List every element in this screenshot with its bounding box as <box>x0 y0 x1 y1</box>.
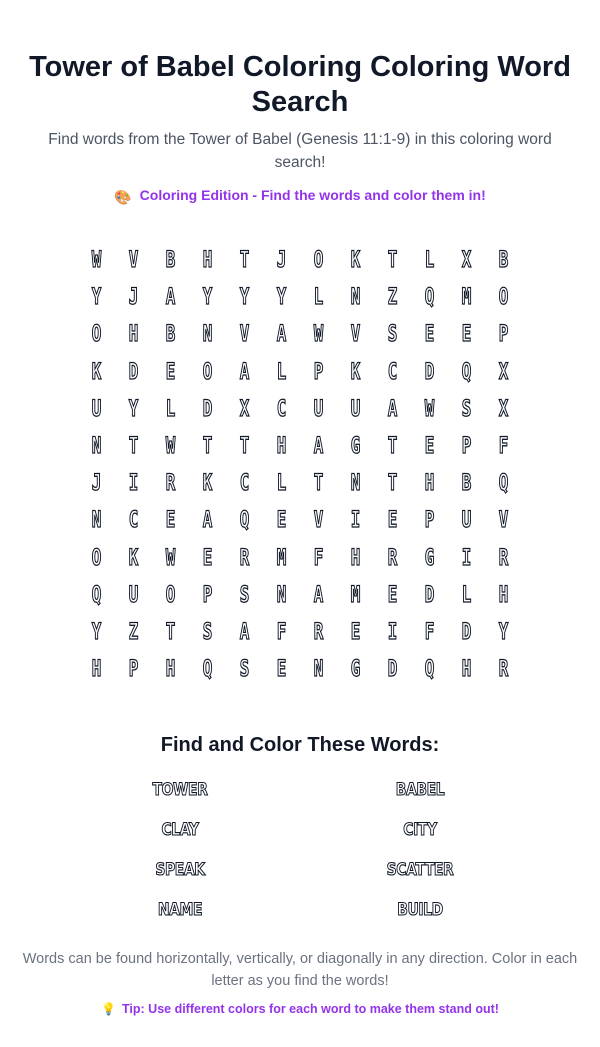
grid-cell[interactable]: F <box>313 545 324 571</box>
word-list-item: BUILD <box>397 900 443 921</box>
grid-cell[interactable]: V <box>313 508 324 534</box>
grid-cell[interactable]: W <box>313 322 324 348</box>
grid-cell[interactable]: E <box>350 619 361 645</box>
page-subtitle: Find words from the Tower of Babel (Genesis 11:1-9) in this coloring word search! <box>48 131 552 171</box>
grid-cell[interactable]: N <box>91 508 102 534</box>
word-list-item: BABEL <box>395 780 445 801</box>
tip-banner <box>0 1002 600 1016</box>
grid-cell[interactable]: R <box>165 471 176 497</box>
grid-cell[interactable]: C <box>276 396 287 422</box>
grid-cell[interactable]: N <box>350 285 361 311</box>
grid-cell[interactable]: J <box>128 285 139 311</box>
grid-cell[interactable]: U <box>91 396 102 422</box>
grid-cell[interactable]: D <box>128 359 139 385</box>
grid-cell[interactable]: Z <box>387 285 398 311</box>
grid-cell[interactable]: S <box>239 582 250 608</box>
word-list-item: CITY <box>403 820 437 841</box>
grid-cell[interactable]: N <box>313 657 324 683</box>
grid-cell[interactable]: D <box>387 657 398 683</box>
word-list-item: SCATTER <box>386 860 454 881</box>
grid-cell[interactable]: T <box>165 619 176 645</box>
grid-cell[interactable]: R <box>387 545 398 571</box>
grid-cell[interactable]: A <box>165 285 176 311</box>
grid-cell[interactable]: E <box>387 582 398 608</box>
grid-cell[interactable]: Z <box>128 619 139 645</box>
grid-cell[interactable]: Y <box>498 619 509 645</box>
grid-cell[interactable]: Q <box>424 657 435 683</box>
tip-text: Tip: Use different colors for each word to make them stand out! <box>122 1002 499 1017</box>
lightbulb-icon: 💡 <box>101 1002 117 1017</box>
grid-cell[interactable]: W <box>165 545 176 571</box>
grid-cell[interactable]: F <box>276 619 287 645</box>
grid-cell[interactable]: N <box>202 322 213 348</box>
grid-cell[interactable]: K <box>350 359 361 385</box>
grid-cell[interactable]: E <box>276 508 287 534</box>
grid-cell[interactable]: H <box>276 434 287 460</box>
grid-cell[interactable]: D <box>202 396 213 422</box>
grid-cell[interactable]: E <box>461 322 472 348</box>
grid-cell[interactable]: T <box>387 434 398 460</box>
grid-cell[interactable]: X <box>461 248 472 274</box>
grid-cell[interactable]: Q <box>202 657 213 683</box>
grid-cell[interactable]: E <box>165 359 176 385</box>
grid-cell[interactable]: Y <box>239 285 250 311</box>
grid-cell[interactable]: A <box>202 508 213 534</box>
grid-cell[interactable]: S <box>202 619 213 645</box>
grid-cell[interactable]: U <box>313 396 324 422</box>
grid-cell[interactable]: Y <box>202 285 213 311</box>
grid-cell[interactable]: I <box>387 619 398 645</box>
grid-cell[interactable]: O <box>313 248 324 274</box>
letter-grid <box>78 242 522 688</box>
grid-cell[interactable]: N <box>276 582 287 608</box>
grid-cell[interactable]: A <box>239 359 250 385</box>
grid-cell[interactable]: W <box>424 396 435 422</box>
grid-cell[interactable]: K <box>202 471 213 497</box>
grid-cell[interactable]: E <box>202 545 213 571</box>
grid-cell[interactable]: S <box>461 396 472 422</box>
grid-cell[interactable]: O <box>498 285 509 311</box>
grid-cell[interactable]: J <box>91 471 102 497</box>
grid-cell[interactable]: H <box>165 657 176 683</box>
grid-cell[interactable]: U <box>350 396 361 422</box>
grid-cell[interactable]: I <box>350 508 361 534</box>
grid-cell[interactable]: K <box>91 359 102 385</box>
grid-cell[interactable]: D <box>424 359 435 385</box>
grid-cell[interactable]: X <box>498 359 509 385</box>
grid-cell[interactable]: T <box>202 434 213 460</box>
grid-cell[interactable]: U <box>128 582 139 608</box>
grid-cell[interactable]: I <box>461 545 472 571</box>
grid-cell[interactable]: T <box>387 248 398 274</box>
grid-cell[interactable]: L <box>276 359 287 385</box>
grid-cell[interactable]: G <box>350 434 361 460</box>
grid-cell[interactable]: A <box>313 434 324 460</box>
grid-cell[interactable]: T <box>387 471 398 497</box>
grid-cell[interactable]: Y <box>128 396 139 422</box>
grid-cell[interactable]: B <box>165 322 176 348</box>
grid-cell[interactable]: R <box>313 619 324 645</box>
grid-cell[interactable]: R <box>498 545 509 571</box>
grid-cell[interactable]: V <box>350 322 361 348</box>
grid-cell[interactable]: E <box>424 322 435 348</box>
grid-cell[interactable]: V <box>128 248 139 274</box>
grid-cell[interactable]: E <box>424 434 435 460</box>
grid-cell[interactable]: E <box>276 657 287 683</box>
grid-cell[interactable]: F <box>498 434 509 460</box>
grid-cell[interactable]: C <box>387 359 398 385</box>
grid-cell[interactable]: G <box>350 657 361 683</box>
grid-cell[interactable]: Q <box>498 471 509 497</box>
grid-cell[interactable]: Q <box>91 582 102 608</box>
grid-cell[interactable]: Q <box>239 508 250 534</box>
grid-cell[interactable]: X <box>239 396 250 422</box>
grid-cell[interactable]: H <box>128 322 139 348</box>
grid-cell[interactable]: T <box>128 434 139 460</box>
grid-cell[interactable]: W <box>165 434 176 460</box>
grid-cell[interactable]: G <box>424 545 435 571</box>
grid-cell[interactable]: H <box>498 582 509 608</box>
grid-cell[interactable]: A <box>276 322 287 348</box>
grid-cell[interactable]: S <box>387 322 398 348</box>
grid-cell[interactable]: H <box>350 545 361 571</box>
grid-cell[interactable]: X <box>498 396 509 422</box>
grid-cell[interactable]: P <box>498 322 509 348</box>
grid-cell[interactable]: O <box>91 545 102 571</box>
grid-cell[interactable]: O <box>202 359 213 385</box>
grid-cell[interactable]: H <box>202 248 213 274</box>
grid-cell[interactable]: P <box>313 359 324 385</box>
grid-cell[interactable]: D <box>424 582 435 608</box>
grid-cell[interactable]: B <box>165 248 176 274</box>
grid-cell[interactable]: L <box>461 582 472 608</box>
instructions-text: Words can be found horizontally, vertically, or diagonally in any direction. Color in each letter as you find the words! <box>22 951 578 990</box>
word-list-item: TOWER <box>152 780 208 801</box>
grid-cell[interactable]: L <box>165 396 176 422</box>
grid-cell[interactable]: J <box>276 248 287 274</box>
grid-cell[interactable]: K <box>128 545 139 571</box>
grid-cell[interactable]: M <box>276 545 287 571</box>
grid-cell[interactable]: P <box>424 508 435 534</box>
grid-cell[interactable]: H <box>424 471 435 497</box>
grid-cell[interactable]: K <box>350 248 361 274</box>
grid-cell[interactable]: P <box>461 434 472 460</box>
grid-cell[interactable]: Y <box>276 285 287 311</box>
word-list-item: CLAY <box>161 820 199 841</box>
grid-cell[interactable]: R <box>498 657 509 683</box>
grid-cell[interactable]: E <box>165 508 176 534</box>
grid-cell[interactable]: L <box>313 285 324 311</box>
grid-cell[interactable]: F <box>424 619 435 645</box>
grid-cell[interactable]: Y <box>91 619 102 645</box>
edition-label: Coloring Edition - Find the words and color them in! <box>139 187 486 203</box>
grid-cell[interactable]: T <box>313 471 324 497</box>
grid-cell[interactable]: A <box>387 396 398 422</box>
grid-cell[interactable]: Q <box>461 359 472 385</box>
grid-cell[interactable]: S <box>239 657 250 683</box>
grid-cell[interactable]: A <box>313 582 324 608</box>
grid-cell[interactable]: P <box>128 657 139 683</box>
grid-cell[interactable]: N <box>350 471 361 497</box>
grid-cell[interactable]: V <box>498 508 509 534</box>
grid-cell[interactable]: N <box>91 434 102 460</box>
grid-cell[interactable]: B <box>498 248 509 274</box>
grid-cell[interactable]: A <box>239 619 250 645</box>
grid-cell[interactable]: V <box>239 322 250 348</box>
grid-cell[interactable]: B <box>461 471 472 497</box>
grid-cell[interactable]: H <box>91 657 102 683</box>
word-list-item: SPEAK <box>155 860 205 881</box>
grid-cell[interactable]: Q <box>424 285 435 311</box>
grid-cell[interactable]: M <box>461 285 472 311</box>
grid-cell[interactable]: O <box>91 322 102 348</box>
grid-cell[interactable]: O <box>165 582 176 608</box>
grid-cell[interactable]: D <box>461 619 472 645</box>
grid-cell[interactable]: C <box>128 508 139 534</box>
grid-cell[interactable]: T <box>239 434 250 460</box>
grid-cell[interactable]: T <box>239 248 250 274</box>
palette-icon: 🎨 <box>114 189 132 205</box>
grid-cell[interactable]: U <box>461 508 472 534</box>
grid-cell[interactable]: L <box>424 248 435 274</box>
page-title: Tower of Babel Coloring Coloring Word Search <box>29 51 571 118</box>
grid-cell[interactable]: I <box>128 471 139 497</box>
grid-cell[interactable]: C <box>239 471 250 497</box>
grid-cell[interactable]: Y <box>91 285 102 311</box>
grid-cell[interactable]: L <box>276 471 287 497</box>
grid-cell[interactable]: P <box>202 582 213 608</box>
word-list <box>60 776 540 936</box>
grid-cell[interactable]: W <box>91 248 102 274</box>
grid-cell[interactable]: M <box>350 582 361 608</box>
grid-cell[interactable]: H <box>461 657 472 683</box>
grid-cell[interactable]: E <box>387 508 398 534</box>
edition-banner <box>0 187 600 206</box>
grid-cell[interactable]: R <box>239 545 250 571</box>
word-list-title: Find and Color These Words: <box>160 734 440 757</box>
word-list-item: NAME <box>157 900 203 921</box>
